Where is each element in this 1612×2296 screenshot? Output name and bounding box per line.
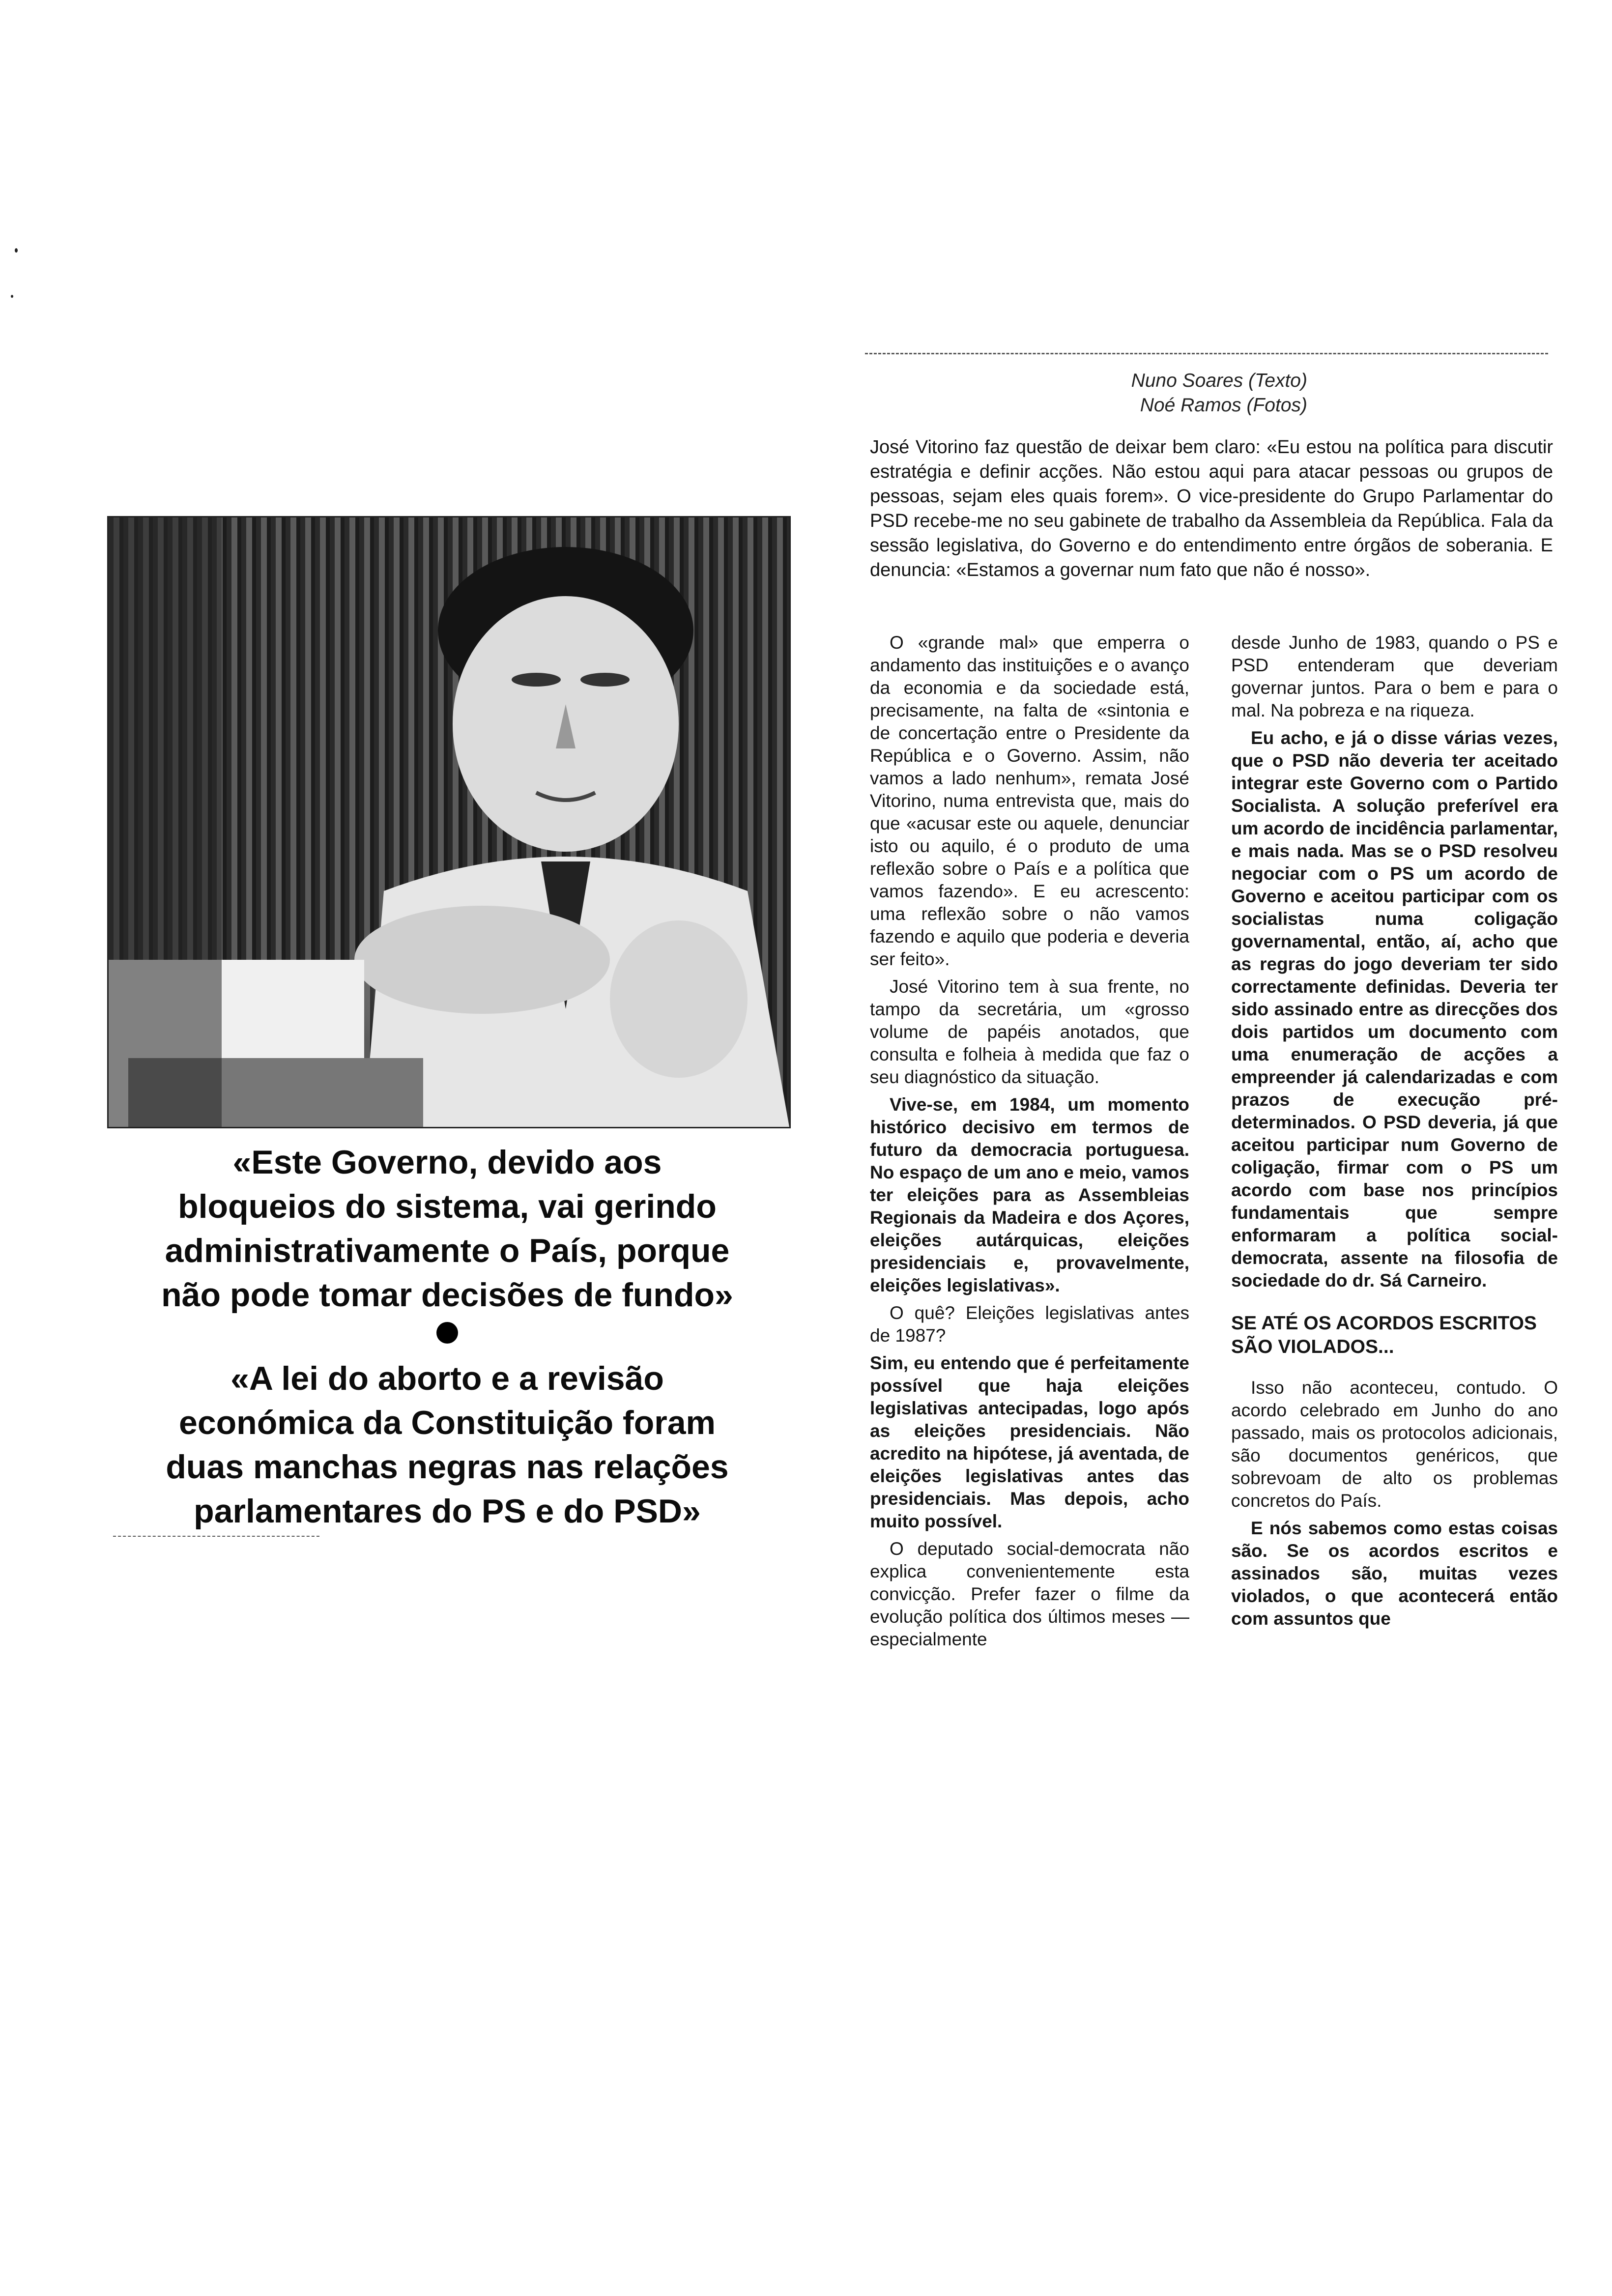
quote-line: bloqueios do sistema, vai gerindo <box>178 1188 717 1225</box>
bullet-separator <box>436 1322 458 1344</box>
interview-photo <box>107 516 791 1128</box>
byline <box>1032 369 1307 418</box>
byline-text-author: Nuno Soares (Texto) <box>1131 370 1307 391</box>
quote-line: «Este Governo, devido aos <box>232 1144 662 1181</box>
quote-line: parlamentares do PS e do PSD» <box>194 1492 701 1530</box>
photo-figure <box>109 517 789 1127</box>
paragraph: O «grande mal» que emperra o andamento das instituições e o avanço da economia e da sociedade está, precisamente, na falta de «sintonia e de concertação entre o Presidente da República e o Governo. Assim, não vamos a lado nenhum», remata José Vitorino, numa entrevista que, mais do que «acusar este ou aquele, denunciar isto ou aquilo, é o produto de uma reflexão sobre o País e a política que vamos fazendo». E eu acrescento: uma reflexão sobre o não vamos fazendo e aquilo que poderia e deveria ser feito». <box>870 632 1189 969</box>
quote-line: administrativamente o País, porque <box>165 1232 730 1269</box>
pull-quote-1 <box>98 1140 796 1317</box>
paragraph: Isso não aconteceu, contudo. O acordo celebrado em Junho do ano passado, mais os protocolos adicionais, são documentos genéricos, que sobrevoam de alto os problemas concretos do País. <box>1231 1378 1558 1511</box>
quote-line: não pode tomar decisões de fundo» <box>161 1276 733 1314</box>
paragraph: O quê? Eleições legislativas antes de 1987? <box>870 1303 1189 1346</box>
quote-line: económica da Constituição foram <box>179 1404 716 1441</box>
byline-photo-author: Noé Ramos (Fotos) <box>1140 395 1307 416</box>
article-column-left <box>870 631 1189 1656</box>
paragraph: Vive-se, em 1984, um momento histórico decisivo em termos de futuro da democracia portuguesa. No espaço de um ano e meio, vamos ter eleições para as Assembleias Regionais da Madeira e dos Açores, eleições autárquicas, eleições presidenciais e, provavelmente, eleições legislativas». <box>870 1094 1189 1295</box>
article-column-right <box>1231 631 1558 1635</box>
pull-quote-2 <box>98 1356 796 1533</box>
paragraph: desde Junho de 1983, quando o PS e PSD entenderam que deveriam governar juntos. Para o bem e para o mal. Na pobreza e na riqueza. <box>1231 632 1558 720</box>
quote-line: «A lei do aborto e a revisão <box>230 1360 664 1397</box>
paragraph: E nós sabemos como estas coisas são. Se os acordos escritos e assinados são, muitas vezes violados, o que acontecerá então com assuntos que <box>1231 1518 1558 1629</box>
quote-bottom-rule <box>113 1536 319 1537</box>
top-rule <box>865 353 1548 354</box>
paragraph: Eu acho, e já o disse várias vezes, que o PSD não deveria ter aceitado integrar este Governo com o Partido Socialista. A solução preferível era um acordo de incidência parlamentar, e mais nada. Mas se o PSD resolveu negociar com o PS um acordo de Governo e aceitou participar com os socialistas numa coligação governamental, então, aí, acho que as regras do jogo deveriam ter sido correctamente definidas. Deveria ter sido assinado entre as direcções dos dois partidos um documento com uma enumeração de acções a empreender já calendarizadas e com prazos de execução pré-determinados. O PSD deveria, já que aceitou participar num Governo de coligação, firmar com o PS um acordo com base nos princípios fundamentais que sempre enformaram a política social-democrata, assente na filosofia de sociedade do dr. Sá Carneiro. <box>1231 728 1558 1291</box>
section-subheading: SE ATÉ OS ACORDOS ESCRITOS SÃO VIOLADOS... <box>1231 1313 1537 1357</box>
scan-speck <box>15 248 18 253</box>
quote-line: duas manchas negras nas relações <box>166 1448 729 1486</box>
paragraph: José Vitorino tem à sua frente, no tampo da secretária, um «grosso volume de papéis anotados, que consulta e folheia à medida que faz o seu diagnóstico da situação. <box>870 976 1189 1087</box>
scan-speck <box>11 295 13 298</box>
paragraph: Sim, eu entendo que é perfeitamente possível que haja eleições legislativas antecipadas, logo após as eleições presidenciais. Não acredito na hipótese, já aventada, de eleições legislativas antes das presidenciais. Mas depois, acho muito possível. <box>870 1353 1189 1531</box>
paragraph: O deputado social-democrata não explica convenientemente esta convicção. Prefer fazer o filme da evolução política dos últimos meses — especialmente <box>870 1539 1189 1649</box>
lead-paragraph: José Vitorino faz questão de deixar bem claro: «Eu estou na política para discutir estratégia e definir acções. Não estou aqui para atacar pessoas ou grupos de pessoas, sejam eles quais forem». O vice-presidente do Grupo Parlamentar do PSD recebe-me no seu gabinete de trabalho da Assembleia da República. Fala da sessão legislativa, do Governo e do entendimento entre órgãos de soberania. E denuncia: «Estamos a governar num fato que não é nosso». <box>870 437 1553 580</box>
